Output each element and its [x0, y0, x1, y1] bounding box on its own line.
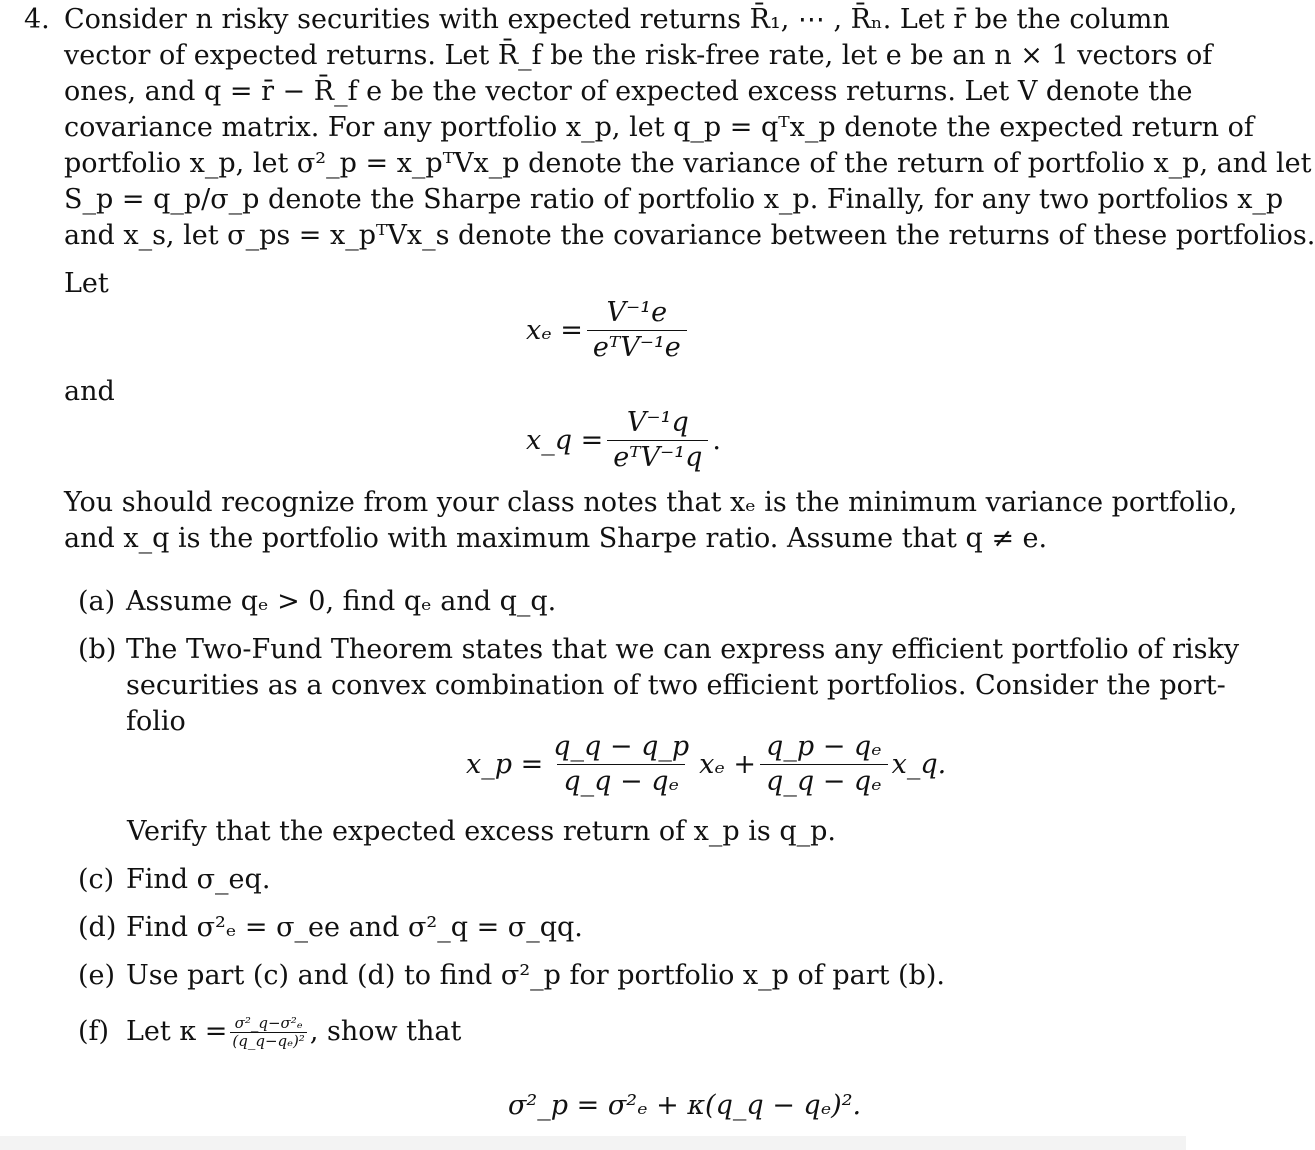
denominator: eᵀV⁻¹q — [607, 440, 708, 475]
let-label: Let — [64, 268, 109, 299]
numerator: V⁻¹q — [626, 407, 689, 438]
numerator: σ²_q−σ²ₑ — [234, 1013, 303, 1032]
equation-lhs: x_p = — [466, 748, 544, 780]
recognize-paragraph — [64, 485, 1238, 557]
equation-tail: x_q. — [891, 748, 947, 780]
recognize-line: and x_q is the portfolio with maximum Sharpe ratio. Assume that q ≠ e. — [64, 523, 1048, 554]
part-text: Find σ_eq. — [126, 864, 271, 895]
intro-line: portfolio x_p, let σ²_p = x_pᵀVx_p denote the variance of the return of portfolio x_p, and let — [64, 148, 1312, 179]
equation-lhs: x_q = — [526, 424, 604, 456]
intro-line: and x_s, let σ_ps = x_pᵀVx_s denote the covariance between the returns of these portfolios. — [64, 220, 1315, 251]
part-text: Assume qₑ > 0, find qₑ and q_q. — [126, 586, 557, 617]
part-tag: (c) — [78, 864, 115, 895]
part-text: Let κ = — [126, 1016, 228, 1047]
part-tag: (f) — [78, 1016, 110, 1047]
equation-tail: . — [712, 424, 721, 456]
fraction — [607, 406, 708, 475]
fraction — [587, 296, 687, 365]
part-d — [78, 910, 1164, 946]
problem-number: 4. — [24, 4, 50, 35]
numerator: q_q − q_p — [553, 731, 690, 762]
intro-line: ones, and q = r̄ − R̄_f e be the vector of expected excess returns. Let V denote the — [64, 76, 1193, 107]
intro-line: S_p = q_p/σ_p denote the Sharpe ratio of portfolio x_p. Finally, for any two portfolios x_p — [64, 184, 1284, 215]
part-tag: (d) — [78, 912, 117, 943]
problem-intro — [24, 2, 1315, 254]
bottom-border — [0, 1136, 1186, 1150]
recognize-text — [64, 485, 1238, 557]
recognize-line: You should recognize from your class notes that xₑ is the minimum variance portfolio, — [64, 487, 1238, 518]
part-e — [78, 958, 1164, 994]
part-text: , show that — [309, 1016, 462, 1047]
intro-line: Consider n risky securities with expected returns R̄₁, ⋯ , R̄ₙ. Let r̄ be the column — [64, 4, 1170, 35]
part-tag: (e) — [78, 960, 116, 991]
part-text: Find σ²ₑ = σ_ee and σ²_q = σ_qq. — [126, 912, 583, 943]
part-c — [78, 862, 1164, 898]
equation-xq — [526, 406, 721, 475]
denominator: q_q − qₑ — [760, 764, 888, 799]
part-b — [78, 632, 1240, 740]
intro-text — [64, 2, 1315, 254]
and-label: and — [64, 376, 115, 407]
denominator: eᵀV⁻¹e — [587, 330, 687, 365]
numerator: q_p − qₑ — [766, 731, 882, 762]
final-equation: σ²_p = σ²ₑ + κ(q_q − qₑ)². — [508, 1090, 862, 1121]
part-tag: (b) — [78, 634, 117, 665]
fraction — [760, 730, 888, 799]
numerator: V⁻¹e — [606, 297, 668, 328]
intro-line: vector of expected returns. Let R̄_f be the risk-free rate, let e be an n × 1 vectors of — [64, 40, 1213, 71]
denominator: (q_q−qₑ)² — [232, 1031, 305, 1050]
part-text: Use part (c) and (d) to find σ²_p for portfolio x_p of part (b). — [126, 960, 945, 991]
denominator: q_q − qₑ — [557, 764, 685, 799]
equation-xe — [526, 296, 691, 365]
equation-mid: xₑ + — [699, 748, 757, 780]
part-tag: (a) — [78, 586, 116, 617]
part-f — [78, 1014, 1164, 1050]
kappa-fraction — [230, 1015, 306, 1050]
equation-lhs: xₑ = — [526, 314, 583, 346]
part-a — [78, 584, 1164, 620]
intro-line: covariance matrix. For any portfolio x_p, let q_p = qᵀx_p denote the expected return of — [64, 112, 1254, 143]
verify-text: Verify that the expected excess return of x_p is q_p. — [127, 816, 836, 847]
equation-xp — [466, 730, 946, 799]
part-text: securities as a convex combination of two efficient portfolios. Consider the port- — [126, 670, 1226, 701]
part-text: folio — [126, 706, 186, 737]
part-text: The Two-Fund Theorem states that we can express any efficient portfolio of risky — [126, 634, 1240, 665]
fraction — [547, 730, 695, 799]
